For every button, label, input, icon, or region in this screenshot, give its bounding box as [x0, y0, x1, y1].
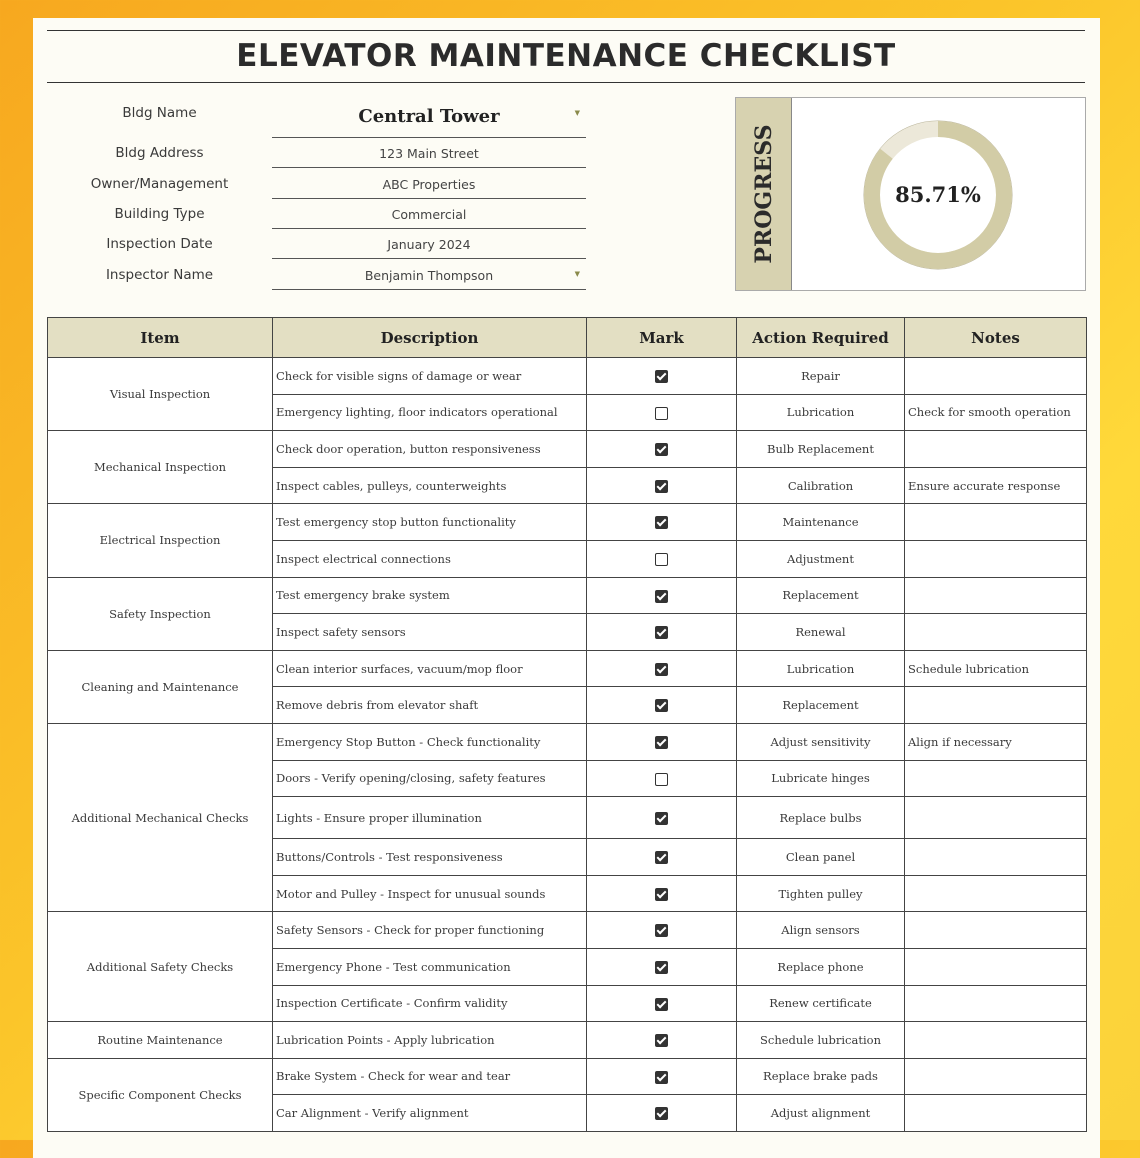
checkbox-checked[interactable]: [655, 812, 668, 825]
mark-cell: [587, 948, 737, 985]
description-cell: Lights - Ensure proper illumination: [273, 797, 587, 839]
action-required-cell: Align sensors: [737, 912, 905, 949]
notes-cell[interactable]: Schedule lubrication: [905, 650, 1087, 687]
notes-cell[interactable]: Check for smooth operation: [905, 394, 1087, 431]
checkbox-checked[interactable]: [655, 1071, 668, 1084]
description-cell: Inspect cables, pulleys, counterweights: [273, 467, 587, 504]
checkbox-checked[interactable]: [655, 516, 668, 529]
mark-cell: [587, 985, 737, 1022]
action-required-cell: Renewal: [737, 614, 905, 651]
description-cell: Inspect electrical connections: [273, 540, 587, 577]
progress-card: [735, 97, 1086, 291]
notes-cell[interactable]: [905, 912, 1087, 949]
mark-cell: [587, 1058, 737, 1095]
mark-cell: [587, 467, 737, 504]
checkbox-checked[interactable]: [655, 1034, 668, 1047]
info-label: Inspection Date: [106, 236, 213, 252]
header-action-required: Action Required: [737, 318, 905, 358]
description-cell: Brake System - Check for wear and tear: [273, 1058, 587, 1095]
action-required-cell: Replace bulbs: [737, 797, 905, 839]
mark-cell: [587, 797, 737, 839]
checkbox-checked[interactable]: [655, 888, 668, 901]
info-value: January 2024: [387, 237, 471, 252]
notes-cell[interactable]: [905, 839, 1087, 876]
notes-cell[interactable]: [905, 797, 1087, 839]
notes-cell[interactable]: [905, 1095, 1087, 1132]
action-required-cell: Adjustment: [737, 540, 905, 577]
action-required-cell: Adjust sensitivity: [737, 723, 905, 760]
info-row: [47, 199, 587, 229]
info-value-field: [272, 199, 586, 229]
action-required-cell: Adjust alignment: [737, 1095, 905, 1132]
mark-cell: [587, 504, 737, 541]
description-cell: Doors - Verify opening/closing, safety features: [273, 760, 587, 797]
table-row: [48, 912, 1087, 949]
info-row: [47, 98, 587, 138]
checkbox-checked[interactable]: [655, 736, 668, 749]
checkbox-checked[interactable]: [655, 851, 668, 864]
table-row: [48, 650, 1087, 687]
info-value-field: [272, 169, 586, 199]
item-cell: Cleaning and Maintenance: [48, 650, 273, 723]
dropdown-arrow-icon[interactable]: ▼: [574, 108, 580, 117]
checkbox-checked[interactable]: [655, 663, 668, 676]
mark-cell: [587, 839, 737, 876]
info-value: Central Tower: [358, 106, 500, 127]
info-row: [47, 169, 587, 199]
item-cell: Routine Maintenance: [48, 1022, 273, 1059]
description-cell: Emergency Stop Button - Check functionality: [273, 723, 587, 760]
info-label: Bldg Name: [122, 105, 197, 121]
mark-cell: [587, 687, 737, 724]
info-value-field: [272, 138, 586, 168]
checkbox-checked[interactable]: [655, 443, 668, 456]
mark-cell: [587, 358, 737, 395]
item-cell: Visual Inspection: [48, 358, 273, 431]
mark-cell: [587, 723, 737, 760]
notes-cell[interactable]: [905, 1058, 1087, 1095]
checkbox-checked[interactable]: [655, 1107, 668, 1120]
mark-cell: [587, 650, 737, 687]
checkbox-checked[interactable]: [655, 924, 668, 937]
description-cell: Inspect safety sensors: [273, 614, 587, 651]
notes-cell[interactable]: [905, 431, 1087, 468]
action-required-cell: Replacement: [737, 577, 905, 614]
notes-cell[interactable]: [905, 875, 1087, 912]
notes-cell[interactable]: [905, 540, 1087, 577]
checkbox-checked[interactable]: [655, 590, 668, 603]
mark-cell: [587, 875, 737, 912]
dropdown-arrow-icon[interactable]: ▼: [574, 270, 580, 278]
notes-cell[interactable]: Ensure accurate response: [905, 467, 1087, 504]
table-row: [48, 723, 1087, 760]
description-cell: Motor and Pulley - Inspect for unusual sounds: [273, 875, 587, 912]
checkbox-unchecked[interactable]: [655, 407, 668, 420]
description-cell: Clean interior surfaces, vacuum/mop floor: [273, 650, 587, 687]
item-cell: Safety Inspection: [48, 577, 273, 650]
notes-cell[interactable]: [905, 760, 1087, 797]
description-cell: Test emergency stop button functionality: [273, 504, 587, 541]
action-required-cell: Calibration: [737, 467, 905, 504]
info-row: [47, 229, 587, 259]
action-required-cell: Lubrication: [737, 394, 905, 431]
action-required-cell: Bulb Replacement: [737, 431, 905, 468]
mark-cell: [587, 1095, 737, 1132]
info-value-field: [272, 229, 586, 259]
page-title: ELEVATOR MAINTENANCE CHECKLIST: [47, 30, 1085, 83]
header-item: Item: [48, 318, 273, 358]
item-cell: Electrical Inspection: [48, 504, 273, 577]
description-cell: Emergency Phone - Test communication: [273, 948, 587, 985]
action-required-cell: Clean panel: [737, 839, 905, 876]
notes-cell[interactable]: [905, 985, 1087, 1022]
checkbox-unchecked[interactable]: [655, 553, 668, 566]
info-value: Benjamin Thompson: [364, 268, 494, 283]
mark-cell: [587, 614, 737, 651]
checkbox-checked[interactable]: [655, 699, 668, 712]
description-cell: Check door operation, button responsiveness: [273, 431, 587, 468]
item-cell: Mechanical Inspection: [48, 431, 273, 504]
checklist-table: [47, 317, 1087, 1132]
notes-cell[interactable]: Align if necessary: [905, 723, 1087, 760]
action-required-cell: Tighten pulley: [737, 875, 905, 912]
info-label: Inspector Name: [105, 267, 214, 283]
info-value: ABC Properties: [382, 177, 476, 192]
progress-percent: 85.71%: [895, 182, 981, 207]
description-cell: Emergency lighting, floor indicators operational: [273, 394, 587, 431]
info-value: 123 Main Street: [379, 146, 479, 161]
action-required-cell: Replacement: [737, 687, 905, 724]
mark-cell: [587, 1022, 737, 1059]
item-cell: Specific Component Checks: [48, 1058, 273, 1131]
table-row: [48, 358, 1087, 395]
header-mark: Mark: [587, 318, 737, 358]
description-cell: Inspection Certificate - Confirm validity: [273, 985, 587, 1022]
checkbox-unchecked[interactable]: [655, 773, 668, 786]
header-description: Description: [273, 318, 587, 358]
notes-cell[interactable]: [905, 1022, 1087, 1059]
mark-cell: [587, 760, 737, 797]
notes-cell[interactable]: [905, 504, 1087, 541]
notes-cell[interactable]: [905, 948, 1087, 985]
notes-cell[interactable]: [905, 358, 1087, 395]
table-row: [48, 431, 1087, 468]
info-value: Commercial: [391, 207, 467, 222]
description-cell: Check for visible signs of damage or wear: [273, 358, 587, 395]
mark-cell: [587, 431, 737, 468]
action-required-cell: Maintenance: [737, 504, 905, 541]
checkbox-checked[interactable]: [655, 370, 668, 383]
action-required-cell: Repair: [737, 358, 905, 395]
description-cell: Safety Sensors - Check for proper functioning: [273, 912, 587, 949]
notes-cell[interactable]: [905, 614, 1087, 651]
action-required-cell: Renew certificate: [737, 985, 905, 1022]
mark-cell: [587, 912, 737, 949]
checkbox-checked[interactable]: [655, 480, 668, 493]
action-required-cell: Lubricate hinges: [737, 760, 905, 797]
header-notes: Notes: [905, 318, 1087, 358]
info-label: Owner/Management: [90, 176, 229, 192]
description-cell: Lubrication Points - Apply lubrication: [273, 1022, 587, 1059]
notes-cell[interactable]: [905, 687, 1087, 724]
description-cell: Car Alignment - Verify alignment: [273, 1095, 587, 1132]
table-row: [48, 504, 1087, 541]
mark-cell: [587, 394, 737, 431]
table-row: [48, 577, 1087, 614]
action-required-cell: Lubrication: [737, 650, 905, 687]
table-row: [48, 1022, 1087, 1059]
action-required-cell: Replace brake pads: [737, 1058, 905, 1095]
info-value-field[interactable]: [272, 260, 586, 290]
action-required-cell: Replace phone: [737, 948, 905, 985]
mark-cell: [587, 577, 737, 614]
mark-cell: [587, 540, 737, 577]
item-cell: Additional Safety Checks: [48, 912, 273, 1022]
info-row: [47, 260, 587, 290]
description-cell: Remove debris from elevator shaft: [273, 687, 587, 724]
checkbox-checked[interactable]: [655, 998, 668, 1011]
action-required-cell: Schedule lubrication: [737, 1022, 905, 1059]
checkbox-checked[interactable]: [655, 961, 668, 974]
item-cell: Additional Mechanical Checks: [48, 723, 273, 911]
description-cell: Test emergency brake system: [273, 577, 587, 614]
checkbox-checked[interactable]: [655, 626, 668, 639]
info-label: Bldg Address: [115, 145, 204, 161]
table-row: [48, 1058, 1087, 1095]
info-value-field[interactable]: [272, 98, 586, 138]
info-label: Building Type: [114, 206, 205, 222]
progress-label: PROGRESS: [750, 124, 777, 264]
info-row: [47, 138, 587, 168]
notes-cell[interactable]: [905, 577, 1087, 614]
description-cell: Buttons/Controls - Test responsiveness: [273, 839, 587, 876]
progress-label-band: [736, 98, 792, 290]
